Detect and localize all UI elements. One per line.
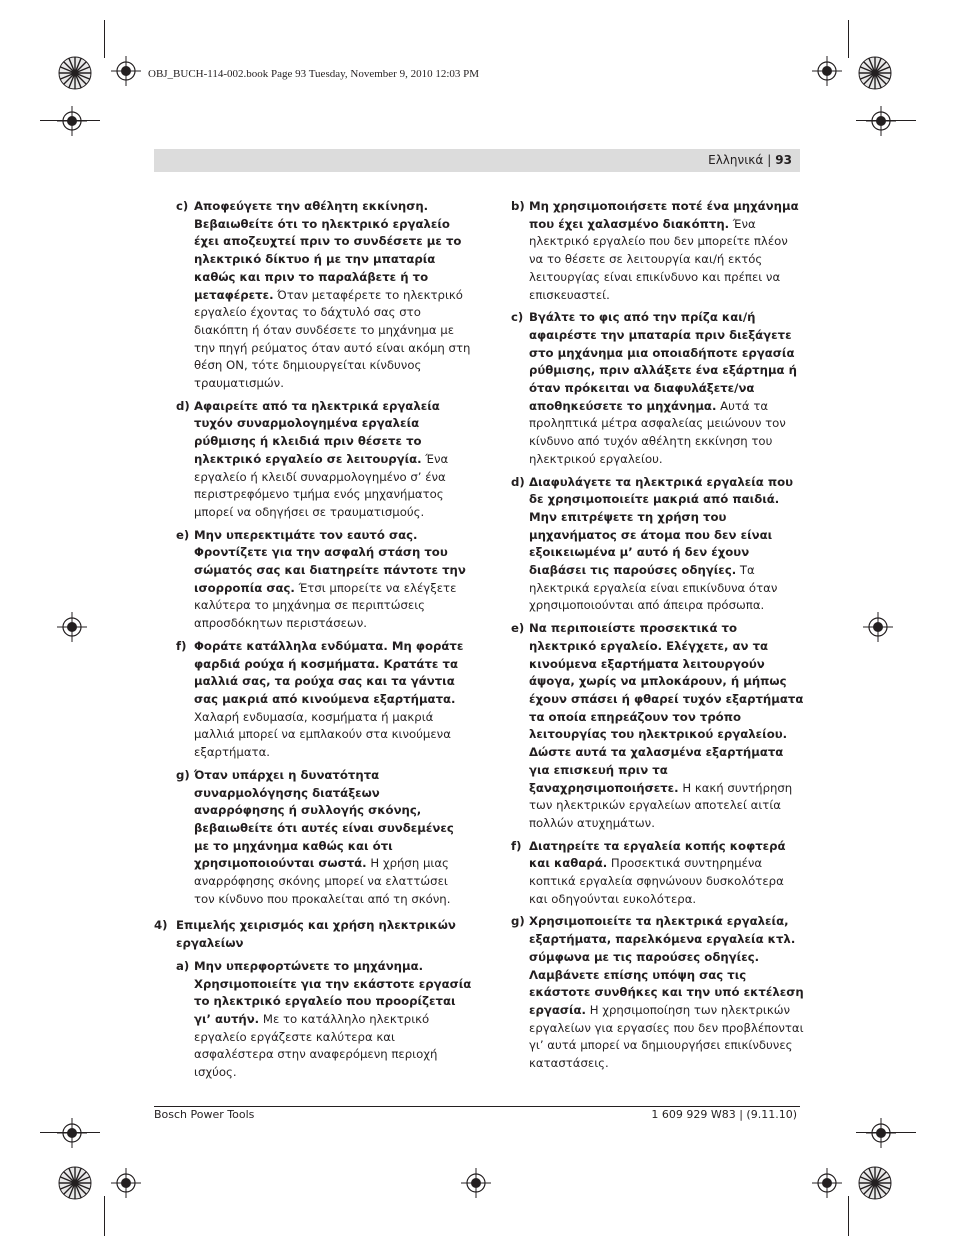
registration-mark-icon: [866, 1118, 896, 1148]
section-title: Επιμελής χειρισμός και χρήση ηλεκτρικών εργαλείων: [176, 918, 456, 951]
page-label: [708, 153, 792, 167]
registration-mark-icon: [461, 1168, 491, 1198]
section-heading: [154, 917, 472, 952]
left-column: [154, 198, 472, 1087]
item-explanation: Έτσι μπορείτε να ελέγξετε καλύτερα το μηχάνημα σε περιπτώσεις απροσδόκητων περιστάσεων.: [194, 580, 457, 631]
item-explanation: Όταν μεταφέρετε το ηλεκτρικό εργαλείο έχοντας το δάχτυλό σας στο διακόπτη ή όταν συνδέσετε το μηχάνημα με την πηγή ρεύματος όταν αυτό είναι ακόμη στη θέση ON, τότε δημιουργείται κίνδυνος τραυματισμών.: [194, 287, 471, 391]
star-target-icon: [858, 1166, 892, 1200]
item-explanation: Η χρήση μιας αναρρόφησης σκόνης μπορεί να ελαττώσει τον κίνδυνο που προκαλείται από τη σκόνη.: [194, 856, 451, 906]
footer-doc-number: 1 609 929 W83 | (9.11.10): [651, 1108, 797, 1121]
crop-mark: [104, 20, 105, 58]
crop-mark: [104, 1196, 105, 1236]
item-explanation: Με το κατάλληλο ηλεκτρικό εργαλείο εργάζεστε καλύτερα και ασφαλέστερα στην αναφερόμενη περιοχή ισχύος.: [194, 1011, 438, 1080]
item-marker: c): [511, 310, 524, 325]
language-label: Ελληνικά: [708, 153, 764, 167]
list-item: [511, 913, 805, 1072]
item-explanation: Η χρησιμοποίηση των ηλεκτρικών εργαλείων για εργασίες που δεν προβλέπονται γι’ αυτά μπορεί να δημιουργήσει επικίνδυνες καταστάσεις.: [529, 1002, 804, 1071]
item-explanation: Αυτά τα προληπτικά μέτρα ασφαλείας μειώνουν τον κίνδυνο από τυχόν αθέλητη εκκίνηση του ηλεκτρικού εργαλείου.: [529, 398, 786, 466]
page-number: 93: [775, 153, 792, 167]
item-marker: f): [511, 838, 522, 853]
list-item: [176, 958, 472, 1082]
list-item: [511, 198, 805, 304]
item-marker: c): [176, 199, 189, 213]
item-warning: Διατηρείτε τα εργαλεία κοπής κοφτερά και καθαρά.: [529, 838, 786, 871]
item-warning: Όταν υπάρχει η δυνατότητα συναρμολόγησης διατάξεων αναρρόφησης ή συλλογής σκόνης, βεβαιωθείτε ότι αυτές είναι συνδεμένες με το μηχάνημα καθώς και ότι χρησιμοποιούνται σωστά.: [194, 767, 454, 871]
list-item: [511, 838, 805, 909]
registration-mark-icon: [57, 1118, 87, 1148]
registration-mark-icon: [111, 56, 141, 86]
item-warning: Να περιποιείστε προσεκτικά το ηλεκτρικό εργαλείο. Ελέγχετε, αν τα κινούμενα εξαρτήματα λειτουργούν άψογα, χωρίς να μπλοκάρουν, ή μήπως έχουν σπάσει ή φθαρεί τυχόν εξαρτήματα τα οποία επηρεάζουν τον τρόπο λειτουργίας του ηλεκτρικού εργαλείου. Δώστε αυτά τα χαλασμένα εξαρτήματα για επισκευή πριν τα ξαναχρησιμοποιήσετε.: [529, 621, 804, 795]
item-warning: Μην υπερφορτώνετε το μηχάνημα. Χρησιμοποιείτε για την εκάστοτε εργασία το ηλεκτρικό εργαλείο που προορίζεται γι’ αυτήν.: [194, 958, 472, 1026]
item-marker: f): [176, 638, 187, 653]
section-number: 4): [154, 918, 168, 933]
item-warning: Μην υπερεκτιμάτε τον εαυτό σας. Φροντίζετε για την ασφαλή στάση του σώματός σας και διατηρείτε πάντοτε την ισορροπία σας.: [194, 527, 466, 595]
item-marker: e): [511, 621, 525, 636]
item-warning: Βγάλτε το φις από την πρίζα και/ή αφαιρέστε την μπαταρία πριν διεξάγετε στο μηχάνημα μια οποιαδήποτε εργασία ρύθμισης, πριν αλλάξετε ένα εξάρτημα ή όταν πρόκειται να διαφυλάξετε/να αποθηκεύσετε το μηχάνημα.: [529, 310, 797, 413]
item-warning: Μη χρησιμοποιήσετε ποτέ ένα μηχάνημα που έχει χαλασμένο διακόπτη.: [529, 199, 799, 231]
item-explanation: Η κακή συντήρηση των ηλεκτρικών εργαλείων αποτελεί αιτία πολλών ατυχημάτων.: [529, 780, 793, 830]
item-marker: d): [176, 398, 190, 413]
item-marker: b): [511, 199, 525, 213]
footer-divider: [154, 1106, 800, 1107]
item-marker: e): [176, 527, 190, 542]
registration-mark-icon: [111, 1168, 141, 1198]
item-warning: Φοράτε κατάλληλα ενδύματα. Μη φοράτε φαρδιά ρούχα ή κοσμήματα. Κρατάτε τα μαλλιά σας, τα ρούχα σας και τα γάντια σας μακριά από κινούμενα εξαρτήματα.: [194, 638, 464, 706]
page-header-band: [154, 149, 800, 172]
item-marker: d): [511, 474, 525, 489]
star-target-icon: [58, 1166, 92, 1200]
item-warning: Αφαιρείτε από τα ηλεκτρικά εργαλεία τυχόν συναρμολογημένα εργαλεία ρύθμισης ή κλειδιά πριν θέσετε το ηλεκτρικό εργαλείο σε λειτουργία.: [194, 398, 440, 466]
star-target-icon: [858, 56, 892, 90]
star-target-icon: [58, 56, 92, 90]
item-marker: g): [511, 914, 525, 929]
registration-mark-icon: [812, 1168, 842, 1198]
registration-mark-icon: [866, 106, 896, 136]
registration-mark-icon: [863, 612, 893, 642]
item-marker: g): [176, 767, 190, 782]
item-warning: Διαφυλάγετε τα ηλεκτρικά εργαλεία που δε χρησιμοποιείτε μακριά από παιδιά. Μην επιτρέψετε τη χρήση του μηχανήματος σε άτομα που δεν είναι εξοικειωμένα μ’ αυτό ή δεν έχουν διαβάσει τις παρούσες οδηγίες.: [529, 474, 794, 578]
list-item: [176, 198, 472, 393]
item-warning: Χρησιμοποιείτε τα ηλεκτρικά εργαλεία, εξαρτήματα, παρελκόμενα εργαλεία κτλ. σύμφωνα με τις παρούσες οδηγίες. Λαμβάνετε επίσης υπόψη σας τις εκάστοτε συνθήκες και την υπό εκτέλεση εργασία.: [529, 914, 804, 1017]
list-item: [511, 309, 805, 468]
registration-mark-icon: [812, 56, 842, 86]
print-slug: OBJ_BUCH-114-002.book Page 93 Tuesday, November 9, 2010 12:03 PM: [148, 68, 480, 80]
list-item: [511, 620, 805, 832]
footer-brand: Bosch Power Tools: [154, 1108, 255, 1121]
list-item: [176, 638, 472, 762]
item-marker: a): [176, 958, 190, 973]
crop-mark: [848, 20, 849, 58]
item-explanation: Χαλαρή ενδυμασία, κοσμήματα ή μακριά μαλλιά μπορεί να εμπλακούν στα κινούμενα εξαρτήματα.: [194, 709, 451, 760]
crop-mark: [848, 1196, 849, 1236]
list-item: [176, 398, 472, 522]
item-warning: Αποφεύγετε την αθέλητη εκκίνηση. Βεβαιωθείτε ότι το ηλεκτρικό εργαλείο έχει αποζευχτεί πριν το συνδέσετε με το ηλεκτρικό δίκτυο ή με την μπαταρία καθώς και πριν το παραλάβετε ή το μεταφέρετε.: [194, 199, 462, 302]
item-explanation: Ένα εργαλείο ή κλειδί συναρμολογημένο σ’ ένα περιστρεφόμενο τμήμα ενός μηχανήματος μπορεί να οδηγήσει σε τραυματισμούς.: [194, 451, 449, 519]
item-explanation: Ένα ηλεκτρικό εργαλείο που δεν μπορείτε πλέον να το θέσετε σε λειτουργία και/ή εκτός λειτουργίας είναι επικίνδυνο και πρέπει να επισκευαστεί.: [529, 216, 788, 302]
header-separator: |: [767, 153, 772, 167]
registration-mark-icon: [57, 612, 87, 642]
list-item: [511, 474, 805, 616]
registration-mark-icon: [57, 106, 87, 136]
item-explanation: Τα ηλεκτρικά εργαλεία είναι επικίνδυνα όταν χρησιμοποιούνται από άπειρα πρόσωπα.: [529, 563, 778, 613]
right-column: [511, 198, 805, 1078]
item-explanation: Προσεκτικά συντηρημένα κοπτικά εργαλεία σφηνώνουν δυσκολότερα και οδηγούνται ευκολότερα.: [529, 856, 784, 906]
list-item: [176, 767, 472, 909]
list-item: [176, 527, 472, 633]
